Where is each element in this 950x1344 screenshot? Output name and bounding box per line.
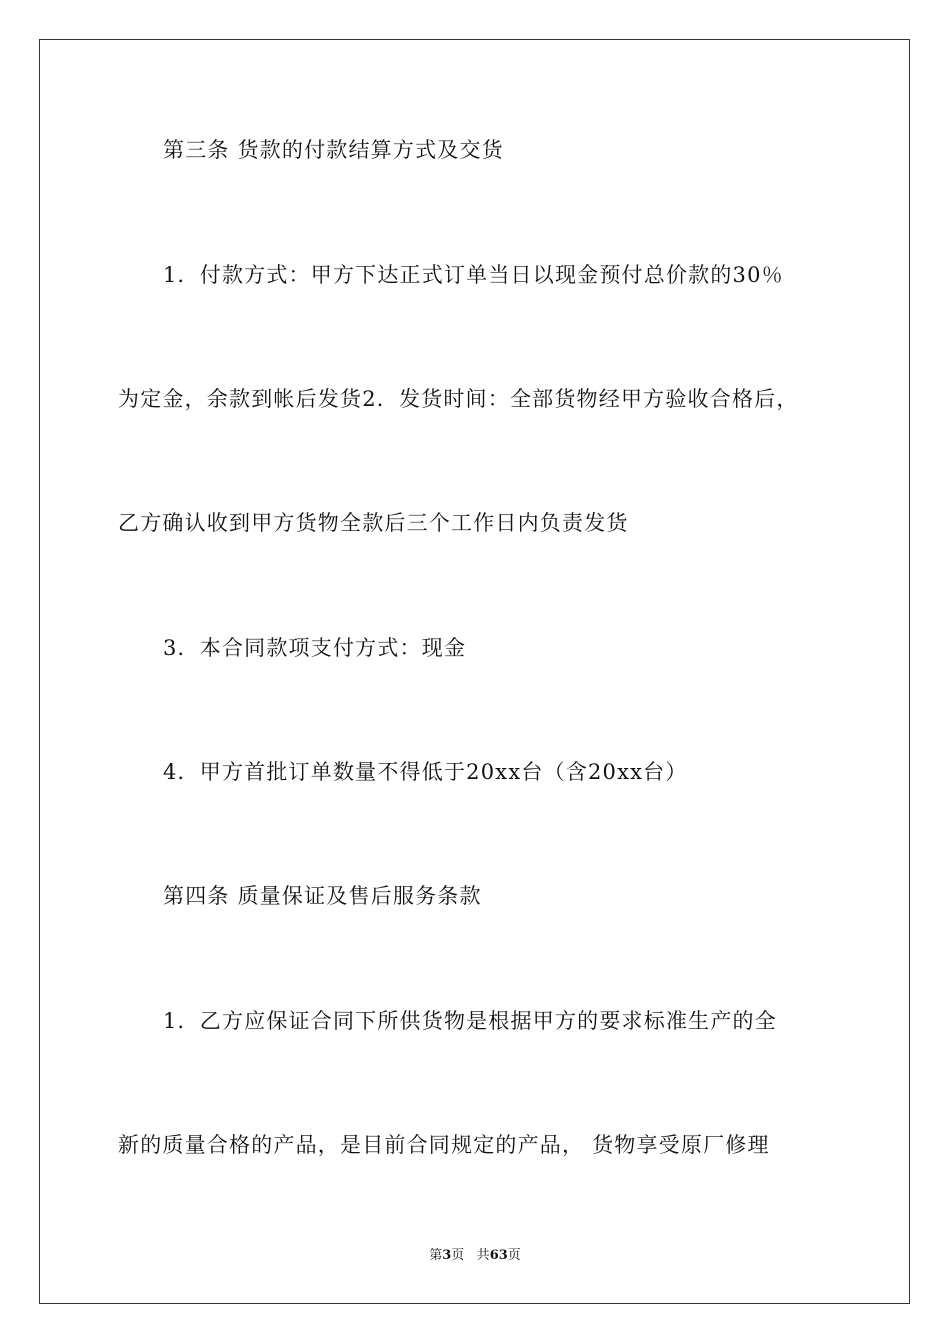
page-border: [39, 39, 910, 1304]
page-footer: [0, 1247, 950, 1265]
article-3-heading: 第三条 货款的付款结算方式及交货: [163, 138, 504, 162]
article-4-heading: 第四条 质量保证及售后服务条款: [163, 884, 482, 908]
paragraph-line: 1．乙方应保证合同下所供货物是根据甲方的要求标准生产的全: [163, 1009, 777, 1033]
paragraph-line: 1．付款方式：甲方下达正式订单当日以现金预付总价款的30％: [163, 263, 784, 287]
paragraph-line: 3．本合同款项支付方式：现金: [163, 636, 467, 660]
paragraph-line: 乙方确认收到甲方货物全款后三个工作日内负责发货: [118, 511, 629, 535]
page-number: 3: [442, 1248, 452, 1263]
paragraph-line: 新的质量合格的产品，是目前合同规定的产品， 货物享受原厂修理: [118, 1133, 770, 1157]
page-prefix: 第: [429, 1248, 443, 1263]
paragraph-line: 为定金，余款到帐后发货2．发货时间：全部货物经甲方验收合格后，: [118, 387, 799, 411]
page-suffix: 页: [451, 1248, 465, 1263]
total-prefix: 共: [476, 1248, 490, 1263]
total-pages: 63: [489, 1248, 508, 1263]
total-suffix: 页: [507, 1248, 521, 1263]
paragraph-line: 4．甲方首批订单数量不得低于20xx台（含20xx台）: [163, 760, 688, 784]
